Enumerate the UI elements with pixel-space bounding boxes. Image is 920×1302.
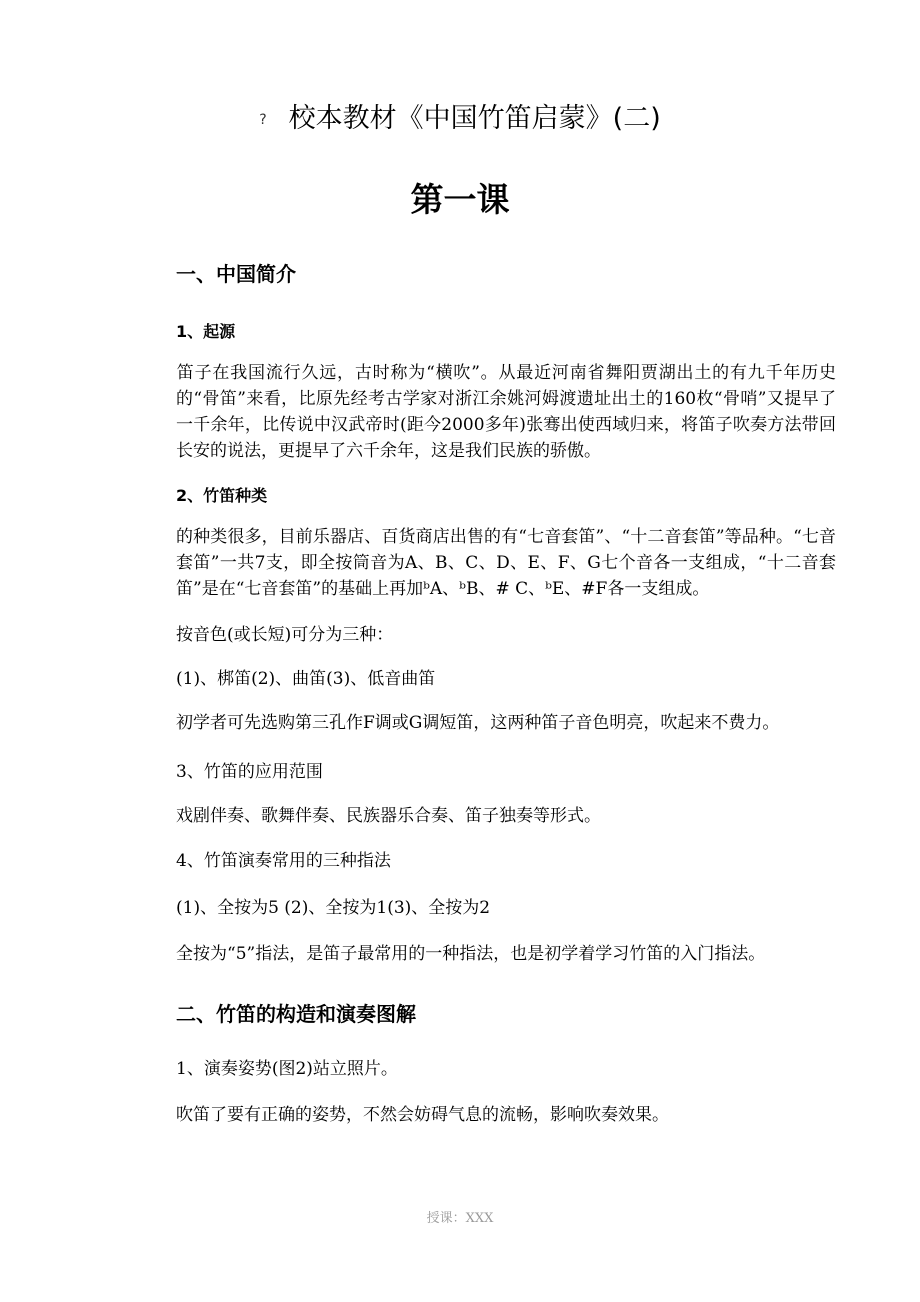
section1-heading: 一、中国简介 (176, 262, 296, 286)
timbre-line: 按音色(或长短)可分为三种： (176, 625, 394, 645)
types-paragraph: 的种类很多，目前乐器店、百货商店出售的有“七音套笛”、“十二音套笛”等品种。“七音套笛”一共7支，即全按筒音为A、B、C、D、E、F、G七个音各一支组成，“十二音套笛”是在“七音套笛”的基础上再加ᵇA、ᵇB、# C、ᵇE、#F各一支组成。 (176, 527, 836, 599)
posture-line: 1、演奏姿势(图2)站立照片。 (176, 1059, 398, 1079)
origin-heading: 1、起源 (176, 322, 236, 341)
fingering-list: (1)、全按为5 (2)、全按为1(3)、全按为2 (176, 898, 491, 918)
lesson-title: 第一课 (410, 180, 510, 219)
title-text: 校本教材《中国竹笛启蒙》(二) (288, 103, 661, 134)
posture-text: 吹笛了要有正确的姿势，不然会妨碍气息的流畅，影响吹奏效果。 (176, 1105, 669, 1125)
origin-text: 笛子在我国流行久远，古时称为“横吹”。从最近河南省舞阳贾湖出土的有九千年历史的“骨笛”来看，比原先经考古学家对浙江余姚河姆渡遗址出土的160枚“骨哨”又提早了一千余年，比传说中汉武帝时(距今2000多年)张骞出使西域归来，将笛子吹奏方法带回长安的说法，更提早了六千余年，这是我们民族的骄傲。 (176, 363, 836, 461)
beginner-line: 初学者可先选购第三孔作F调或G调短笛，这两种笛子音色明亮，吹起来不费力。 (176, 713, 780, 733)
kinds-line: (1)、梆笛(2)、曲笛(3)、低音曲笛 (176, 669, 436, 689)
usage-line: 戏剧伴奏、歌舞伴奏、民族器乐合奏、笛子独奏等形式。 (176, 806, 601, 826)
title-question-mark: ? (259, 111, 267, 128)
origin-paragraph (176, 360, 836, 464)
document-title (0, 96, 920, 135)
types-heading: 2、竹笛种类 (176, 486, 268, 505)
usage-heading: 3、竹笛的应用范围 (176, 762, 323, 782)
page-footer: 授课：XXX (426, 1211, 494, 1226)
section2-heading: 二、竹笛的构造和演奏图解 (176, 1002, 416, 1026)
fingering-heading: 4、竹笛演奏常用的三种指法 (176, 851, 391, 871)
fingering-text: 全按为“5”指法，是笛子最常用的一种指法，也是初学着学习竹笛的入门指法。 (176, 944, 766, 964)
